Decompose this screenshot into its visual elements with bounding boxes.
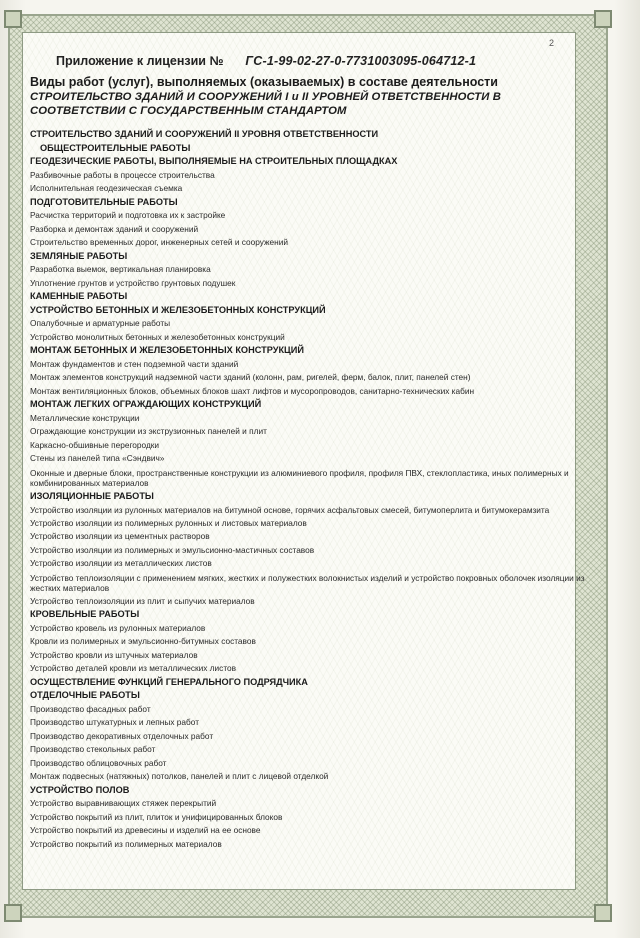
work-item: Производство стекольных работ bbox=[30, 744, 156, 754]
work-item: Устройство изоляции из рулонных материалов на битумной основе, горячих асфальтовых смесей, битумоперлита и битумокерамзита bbox=[30, 505, 550, 515]
license-number: ГС-1-99-02-27-0-7731003095-064712-1 bbox=[245, 54, 477, 68]
work-item: Кровли из полимерных и эмульсионно-битумных составов bbox=[30, 636, 256, 646]
section-heading: ИЗОЛЯЦИОННЫЕ РАБОТЫ bbox=[30, 490, 154, 501]
work-item: Устройство кровли из штучных материалов bbox=[30, 649, 198, 660]
work-item: Устройство изоляции из полимерных рулонных и листовых материалов bbox=[30, 517, 307, 528]
section-heading: ОСУЩЕСТВЛЕНИЕ ФУНКЦИЙ ГЕНЕРАЛЬНОГО ПОДРЯДЧИКА bbox=[30, 676, 308, 687]
work-item: Монтаж подвесных (натяжных) потолков, панелей и плит с лицевой отделкой bbox=[30, 771, 329, 781]
section-heading: КРОВЕЛЬНЫЕ РАБОТЫ bbox=[30, 609, 140, 619]
license-label: Приложение к лицензии № bbox=[56, 54, 224, 68]
license-line bbox=[56, 54, 575, 68]
work-item: Устройство покрытий из плит, плиток и унифицированных блоков bbox=[30, 811, 283, 822]
work-item: Устройство изоляции из цементных растворов bbox=[30, 531, 210, 541]
section-heading: ЗЕМЛЯНЫЕ РАБОТЫ bbox=[30, 250, 128, 261]
work-item: Устройство изоляции из полимерных и эмульсионно-мастичных составов bbox=[30, 544, 315, 555]
activity-scope: СТРОИТЕЛЬСТВО ЗДАНИЙ И СООРУЖЕНИЙ I и II УРОВНЕЙ ОТВЕТСТВЕННОСТИ В СООТВЕТСТВИИ С ГОСУДАРСТВЕННЫМ СТАНДАРТОМ bbox=[30, 91, 502, 117]
work-item: Устройство покрытий из полимерных материалов bbox=[30, 838, 222, 849]
section-heading: КАМЕННЫЕ РАБОТЫ bbox=[30, 291, 128, 301]
section-heading: ПОДГОТОВИТЕЛЬНЫЕ РАБОТЫ bbox=[30, 196, 178, 207]
work-item: Ограждающие конструкции из экструзионных панелей и плит bbox=[30, 426, 267, 436]
section-heading: УСТРОЙСТВО ПОЛОВ bbox=[30, 784, 130, 795]
work-item: Монтаж фундаментов и стен подземной части зданий bbox=[30, 358, 239, 369]
work-item: Разбивочные работы в процессе строительства bbox=[30, 169, 215, 180]
work-item: Каркасно-обшивные перегородки bbox=[30, 439, 160, 450]
work-item: Стены из панелей типа «Сэндвич» bbox=[30, 453, 165, 463]
work-item: Устройство теплоизоляции из плит и сыпучих материалов bbox=[30, 595, 255, 606]
work-item: Производство фасадных работ bbox=[30, 703, 151, 714]
border-corner-ornament bbox=[594, 10, 612, 28]
work-item: Устройство монолитных бетонных и железобетонных конструкций bbox=[30, 331, 285, 342]
work-item: Разборка и демонтаж зданий и сооружений bbox=[30, 223, 199, 234]
section-heading: СТРОИТЕЛЬСТВО ЗДАНИЙ И СООРУЖЕНИЙ II УРОВНЯ ОТВЕТСТВЕННОСТИ bbox=[30, 129, 379, 139]
work-item: Оконные и дверные блоки, пространственные конструкции из алюминиевого профиля, профиля ПВХ, стеклопластика, иных полимерных и комбинированных материалов bbox=[30, 467, 569, 488]
work-item: Производство декоративных отделочных работ bbox=[30, 730, 214, 741]
section-heading: ОТДЕЛОЧНЫЕ РАБОТЫ bbox=[30, 690, 140, 700]
work-item: Уплотнение грунтов и устройство грунтовых подушек bbox=[30, 277, 236, 288]
work-item: Устройство кровель из рулонных материалов bbox=[30, 622, 206, 633]
section-heading: ОБЩЕСТРОИТЕЛЬНЫЕ РАБОТЫ bbox=[40, 142, 191, 153]
work-item: Устройство выравнивающих стяжек перекрытий bbox=[30, 798, 217, 808]
section-heading: УСТРОЙСТВО БЕТОННЫХ И ЖЕЛЕЗОБЕТОННЫХ КОНСТРУКЦИЙ bbox=[30, 304, 326, 315]
document-header bbox=[30, 54, 575, 118]
section-heading: МОНТАЖ БЕТОННЫХ И ЖЕЛЕЗОБЕТОННЫХ КОНСТРУКЦИЙ bbox=[30, 345, 304, 355]
work-item: Строительство временных дорог, инженерных сетей и сооружений bbox=[30, 237, 289, 247]
border-corner-ornament bbox=[4, 904, 22, 922]
work-item: Производство облицовочных работ bbox=[30, 757, 167, 768]
work-types-title: Виды работ (услуг), выполняемых (оказываемых) в составе деятельности bbox=[30, 75, 498, 89]
work-item: Опалубочные и арматурные работы bbox=[30, 318, 171, 328]
work-item: Разработка выемок, вертикальная планировка bbox=[30, 264, 211, 274]
work-item: Устройство покрытий из древесины и изделий на ее основе bbox=[30, 825, 261, 835]
page-number: 2 bbox=[549, 38, 555, 48]
work-item: Металлические конструкции bbox=[30, 412, 140, 423]
work-item: Устройство теплоизоляции с применением мягких, жестких и полужестких волокнистых изделий и устройство покровных оболочек изоляции из жестких материалов bbox=[30, 572, 585, 593]
work-item: Устройство изоляции из металлических листов bbox=[30, 558, 212, 568]
work-item: Исполнительная геодезическая съемка bbox=[30, 183, 183, 193]
work-item: Производство штукатурных и лепных работ bbox=[30, 717, 200, 727]
border-corner-ornament bbox=[4, 10, 22, 28]
work-item: Устройство деталей кровли из металлических листов bbox=[30, 663, 237, 673]
work-item: Монтаж вентиляционных блоков, объемных блоков шахт лифтов и мусоропроводов, санитарно-технических кабин bbox=[30, 385, 475, 396]
work-item: Монтаж элементов конструкций надземной части зданий (колонн, рам, ригелей, ферм, балок, плит, панелей стен) bbox=[30, 372, 471, 382]
section-heading: МОНТАЖ ЛЕГКИХ ОГРАЖДАЮЩИХ КОНСТРУКЦИЙ bbox=[30, 399, 262, 409]
border-corner-ornament bbox=[594, 904, 612, 922]
section-heading: ГЕОДЕЗИЧЕСКИЕ РАБОТЫ, ВЫПОЛНЯЕМЫЕ НА СТРОИТЕЛЬНЫХ ПЛОЩАДКАХ bbox=[30, 156, 398, 166]
work-item: Расчистка территорий и подготовка их к застройке bbox=[30, 210, 226, 220]
work-list bbox=[30, 128, 585, 851]
